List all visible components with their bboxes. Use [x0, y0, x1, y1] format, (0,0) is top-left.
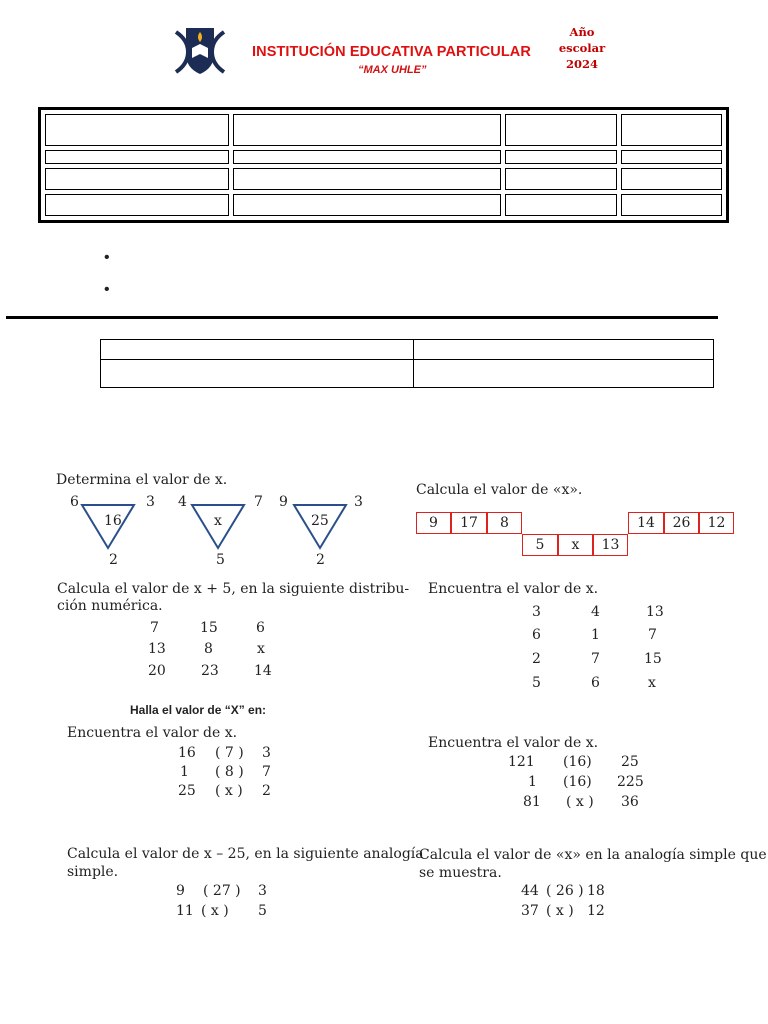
- triangle-value: 4: [178, 494, 187, 510]
- grid-cell: ( x ): [215, 783, 243, 799]
- info-cell: [101, 340, 414, 360]
- grid-cell: 15: [200, 620, 218, 636]
- grid-cell: 3: [532, 604, 541, 620]
- q8-title-line1: Calcula el valor de «x» en la analogía simple que: [419, 847, 767, 863]
- grid-cell: 37: [521, 903, 539, 919]
- q1-title: Determina el valor de x.: [56, 472, 228, 488]
- grid-cell: ( x ): [546, 903, 574, 919]
- grid-cell: 2: [262, 783, 271, 799]
- grid-cell: 121: [508, 754, 535, 770]
- q7-number-grid: [508, 754, 658, 814]
- triangle-value: 9: [279, 494, 288, 510]
- grid-cell: 7: [648, 627, 657, 643]
- grid-cell: 1: [528, 774, 537, 790]
- grid-cell: 9: [176, 883, 185, 899]
- info-cell: [505, 194, 617, 216]
- grid-cell: (16): [563, 754, 592, 770]
- grid-cell: 23: [201, 663, 219, 679]
- triangle-value: 7: [254, 494, 263, 510]
- info-cell: [621, 194, 722, 216]
- info-cell: [233, 114, 501, 146]
- info-cell: [233, 168, 501, 190]
- sequence-box: 9: [416, 512, 451, 534]
- info-cell: [233, 194, 501, 216]
- grid-cell: ( 7 ): [215, 745, 244, 761]
- info-cell: [101, 360, 414, 388]
- info-cell: [233, 150, 501, 164]
- q4-number-grid: [170, 883, 280, 923]
- bullet-point: •: [104, 249, 110, 266]
- info-cell: [45, 168, 229, 190]
- grid-cell: x: [648, 675, 656, 691]
- info-cell: [505, 168, 617, 190]
- info-cell: [45, 114, 229, 146]
- sequence-box: 12: [699, 512, 734, 534]
- grid-cell: 3: [258, 883, 267, 899]
- grid-cell: 7: [262, 764, 271, 780]
- section-heading: Halla el valor de “X” en:: [130, 703, 267, 717]
- q4-title-line1: Calcula el valor de x – 25, en la siguiente analogía: [67, 846, 424, 862]
- grid-cell: ( x ): [201, 903, 229, 919]
- grid-cell: 12: [587, 903, 605, 919]
- grid-cell: 6: [256, 620, 265, 636]
- grid-cell: 6: [591, 675, 600, 691]
- q8-number-grid: [518, 883, 628, 923]
- grid-cell: 8: [204, 641, 213, 657]
- triangle-value: 2: [109, 552, 118, 568]
- triangle-center: 16: [104, 513, 122, 529]
- grid-cell: 13: [148, 641, 166, 657]
- grid-cell: 25: [178, 783, 196, 799]
- school-year: [552, 24, 612, 72]
- q5-title: Calcula el valor de «x».: [416, 482, 583, 498]
- grid-cell: 4: [591, 604, 600, 620]
- triangle-center: x: [214, 513, 222, 529]
- q6-title: Encuentra el valor de x.: [428, 581, 599, 597]
- grid-cell: 20: [148, 663, 166, 679]
- q7-title: Encuentra el valor de x.: [428, 735, 599, 751]
- q2-title-line2: ción numérica.: [57, 598, 163, 614]
- divider: [6, 316, 718, 319]
- second-info-table: [100, 339, 714, 388]
- grid-cell: 225: [617, 774, 644, 790]
- triangle-value: 3: [146, 494, 155, 510]
- triangle-center: 25: [311, 513, 329, 529]
- grid-cell: 5: [258, 903, 267, 919]
- year-label-1: Año: [569, 25, 595, 39]
- box-sequence: [416, 512, 736, 558]
- grid-cell: 1: [180, 764, 189, 780]
- info-cell: [621, 168, 722, 190]
- info-cell: [414, 340, 714, 360]
- info-cell: [621, 114, 722, 146]
- q2-title-line1: Calcula el valor de x + 5, en la siguiente distribu-: [57, 581, 410, 597]
- sequence-box: 5: [522, 534, 558, 556]
- sequence-box: 17: [451, 512, 487, 534]
- bullet-point: •: [104, 281, 110, 298]
- grid-cell: ( x ): [566, 794, 594, 810]
- grid-cell: 18: [587, 883, 605, 899]
- grid-cell: 36: [621, 794, 639, 810]
- school-name: “MAX UHLE”: [358, 64, 427, 76]
- school-crest-icon: [170, 24, 230, 80]
- grid-cell: 44: [521, 883, 539, 899]
- triangle-value: 6: [70, 494, 79, 510]
- info-cell: [414, 360, 714, 388]
- grid-cell: 25: [621, 754, 639, 770]
- sequence-box: 26: [664, 512, 699, 534]
- info-cell: [45, 194, 229, 216]
- sequence-box: 13: [593, 534, 628, 556]
- institution-title: INSTITUCIÓN EDUCATIVA PARTICULAR: [252, 44, 531, 60]
- sequence-box: x: [558, 534, 593, 556]
- q8-title-line2: se muestra.: [419, 865, 502, 881]
- grid-cell: ( 27 ): [203, 883, 241, 899]
- grid-cell: 7: [150, 620, 159, 636]
- grid-cell: 1: [591, 627, 600, 643]
- grid-cell: 16: [178, 745, 196, 761]
- q4-title-line2: simple.: [67, 864, 119, 880]
- student-info-table: [38, 107, 729, 223]
- info-cell: [621, 150, 722, 164]
- q3-title: Encuentra el valor de x.: [67, 725, 238, 741]
- grid-cell: ( 26 ): [546, 883, 584, 899]
- grid-cell: x: [257, 641, 265, 657]
- grid-cell: ( 8 ): [215, 764, 244, 780]
- info-cell: [505, 150, 617, 164]
- info-cell: [505, 114, 617, 146]
- info-cell: [45, 150, 229, 164]
- triangle-value: 5: [216, 552, 225, 568]
- grid-cell: (16): [563, 774, 592, 790]
- grid-cell: 5: [532, 675, 541, 691]
- grid-cell: 11: [176, 903, 194, 919]
- triangle-value: 3: [354, 494, 363, 510]
- grid-cell: 81: [523, 794, 541, 810]
- sequence-box: 8: [487, 512, 522, 534]
- grid-cell: 14: [254, 663, 272, 679]
- q2-number-grid: [140, 620, 280, 684]
- sequence-box: 14: [628, 512, 664, 534]
- grid-cell: 6: [532, 627, 541, 643]
- grid-cell: 2: [532, 651, 541, 667]
- triangle-value: 2: [316, 552, 325, 568]
- q3-number-grid: [170, 745, 280, 805]
- year-label-2: escolar: [558, 41, 606, 55]
- q6-number-grid: [520, 604, 670, 694]
- grid-cell: 15: [644, 651, 662, 667]
- grid-cell: 3: [262, 745, 271, 761]
- year-label-3: 2024: [565, 57, 598, 71]
- triangle-puzzle: [60, 493, 370, 571]
- grid-cell: 13: [646, 604, 664, 620]
- grid-cell: 7: [591, 651, 600, 667]
